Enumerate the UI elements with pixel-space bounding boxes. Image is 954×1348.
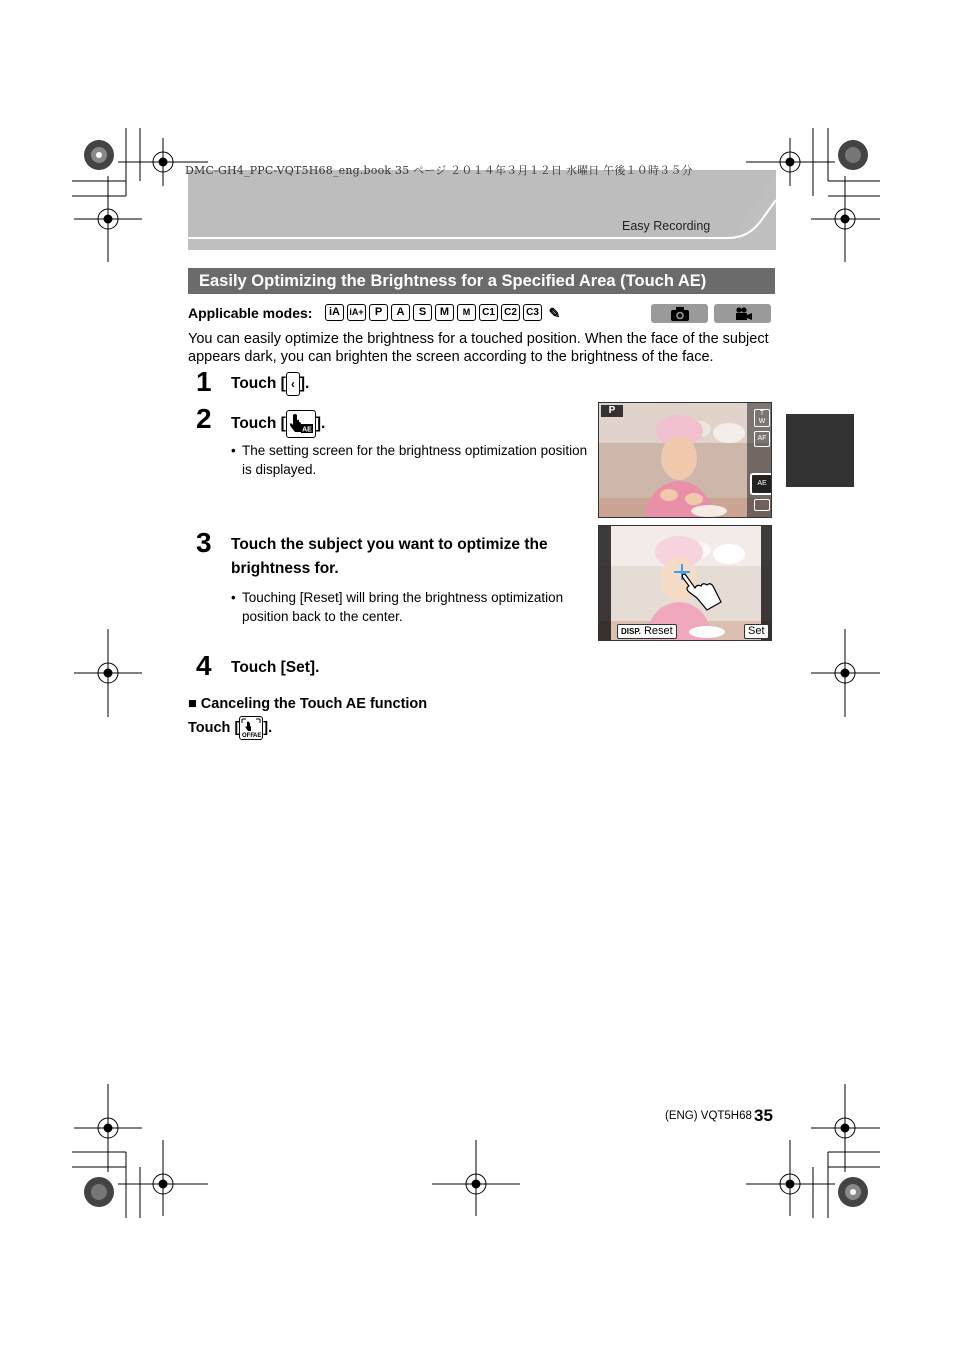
step-3-number: 3 bbox=[196, 527, 212, 558]
mode-icon-list bbox=[325, 304, 564, 321]
disp-reset-button[interactable] bbox=[617, 624, 677, 639]
mode-a-icon: A bbox=[391, 304, 410, 321]
set-button[interactable]: Set bbox=[744, 624, 769, 639]
camera-icon bbox=[651, 304, 708, 323]
disp-label: DISP. bbox=[621, 627, 641, 636]
step-2-text bbox=[231, 410, 325, 438]
touch-ae-icon bbox=[286, 410, 316, 438]
screen-touch-ae-menu bbox=[598, 402, 772, 518]
step-2-post: ]. bbox=[315, 415, 326, 433]
cancel-post: ]. bbox=[263, 719, 273, 736]
header-decoration bbox=[188, 170, 776, 250]
cancel-instruction bbox=[188, 716, 272, 740]
touch-ae-button[interactable]: AE bbox=[750, 473, 772, 495]
mode-ia-plus-icon: iA+ bbox=[347, 304, 366, 321]
mode-creative-control-icon: ✎ bbox=[548, 304, 561, 321]
svg-text:OFF: OFF bbox=[242, 733, 255, 739]
chapter-tab bbox=[786, 414, 854, 487]
step-2-bullet: • The setting screen for the brightness optimization position is displayed. bbox=[231, 443, 588, 477]
step-2-number: 2 bbox=[196, 403, 212, 434]
step-4-number: 4 bbox=[196, 650, 212, 681]
svg-text:AE: AE bbox=[253, 733, 262, 739]
step-1-pre: Touch [ bbox=[231, 375, 286, 393]
step-1-text bbox=[231, 372, 309, 396]
touch-af-icon[interactable]: AF bbox=[754, 431, 770, 447]
cancel-heading: ■ Canceling the Touch AE function bbox=[188, 696, 428, 712]
mode-badge: P bbox=[601, 405, 623, 417]
mode-s-icon: S bbox=[413, 304, 432, 321]
mode-m-icon: M bbox=[435, 304, 454, 321]
step-3-text: Touch the subject you want to optimize the brightness for. bbox=[231, 536, 548, 577]
step-1-post: ]. bbox=[299, 375, 310, 393]
mode-p-icon: P bbox=[369, 304, 388, 321]
step-1-number: 1 bbox=[196, 366, 212, 397]
peaking-icon[interactable] bbox=[754, 499, 770, 511]
page-code: (ENG) VQT5H68 bbox=[665, 1110, 752, 1122]
mode-ia-icon: iA bbox=[325, 304, 344, 321]
book-imprint-line: DMC-GH4_PPC-VQT5H68_eng.book 35 ページ ２０１４年３月１２日 水曜日 午後１０時３５分 bbox=[185, 164, 693, 177]
movie-camera-icon bbox=[714, 304, 771, 323]
touch-ae-off-icon bbox=[239, 716, 263, 740]
mode-c3-icon: C3 bbox=[523, 304, 542, 321]
page-number: 35 bbox=[754, 1106, 773, 1125]
back-arrow-icon: ‹ bbox=[286, 372, 300, 396]
mode-c1-icon: C1 bbox=[479, 304, 498, 321]
step-2-pre: Touch [ bbox=[231, 415, 286, 433]
svg-text:AE: AE bbox=[301, 426, 312, 434]
mode-c2-icon: C2 bbox=[501, 304, 520, 321]
screen-touch-ae-position bbox=[598, 525, 772, 641]
step-3-bullet: • Touching [Reset] will bring the brightness optimization position back to the center. bbox=[231, 590, 564, 624]
section-title: Easily Optimizing the Brightness for a Specified Area (Touch AE) bbox=[188, 268, 775, 294]
zoom-control-icon[interactable]: T W bbox=[754, 409, 770, 427]
intro-text: You can easily optimize the brightness for a touched position. When the face of the subject appears dark, you can brighten the screen according to the brightness of the face. bbox=[188, 331, 769, 365]
step-4-text: Touch [Set]. bbox=[231, 659, 320, 676]
cancel-pre: Touch [ bbox=[188, 719, 240, 736]
reset-label: Reset bbox=[643, 625, 673, 637]
section-label: Easy Recording bbox=[622, 219, 711, 233]
applicable-modes-label: Applicable modes: bbox=[188, 305, 313, 321]
mode-creative-video-icon: M bbox=[457, 304, 476, 321]
